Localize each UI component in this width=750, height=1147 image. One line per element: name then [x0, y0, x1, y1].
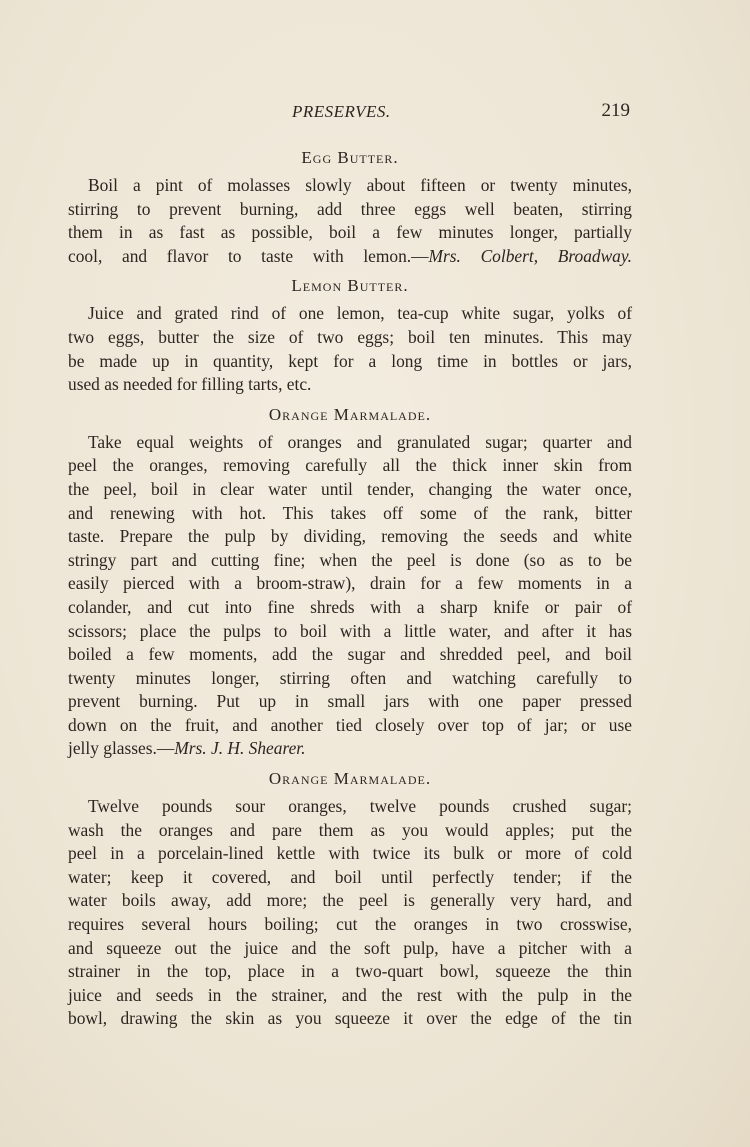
text-line: the peel, boil in clear water until tender, changing the water once, [68, 478, 632, 499]
recipe-title-orange-marmalade: Orange Marmalade. [268, 404, 432, 424]
text-line: Take equal weights of oranges and granulated sugar; quarter and [88, 431, 632, 452]
recipe-title-egg-butter: Egg Butter. [301, 148, 399, 167]
text-line: and squeeze out the juice and the soft pulp, have a pitcher with a [68, 937, 632, 958]
text-line: water boils away, add more; the peel is generally very hard, and [68, 890, 632, 911]
text-line: wash the oranges and pare them as you would apples; put the [68, 819, 632, 840]
page-number: 219 [601, 100, 630, 121]
text-line: strainer in the top, place in a two-quart bowl, squeeze the thin [68, 961, 632, 982]
text-line: boiled a few moments, add the sugar and shredded peel, and boil [68, 644, 632, 665]
recipe-title-lemon-butter: Lemon Butter. [291, 276, 409, 296]
text-line: peel in a porcelain-lined kettle with twice its bulk or more of cold [68, 843, 632, 864]
text-line: down on the fruit, and another tied closely over top of jar; or use [68, 714, 632, 735]
text-line: taste. Prepare the pulp by dividing, removing the seeds and white [68, 526, 632, 547]
recipe-body-lemon-butter [68, 302, 632, 396]
page-header [68, 100, 632, 130]
text-line: them in as fast as possible, boil a few minutes longer, partially [68, 222, 632, 243]
attribution: Mrs. J. H. Shearer. [174, 738, 306, 759]
page-content [68, 146, 632, 1031]
text-line: two eggs, butter the size of two eggs; boil ten minutes. This may [68, 326, 632, 347]
text-line: stringy part and cutting fine; when the peel is done (so as to be [68, 549, 632, 570]
text-line: used as needed for filling tarts, etc. [68, 374, 312, 395]
text-line: be made up in quantity, kept for a long time in bottles or jars, [68, 350, 632, 371]
text-line-start: jelly glasses.— [68, 738, 175, 759]
text-line [68, 245, 632, 269]
recipe-title-orange-marmalade-2: Orange Marmalade. [268, 769, 432, 789]
text-line-start: cool, and flavor to taste with lemon.— [68, 245, 429, 266]
attribution: Mrs. Colbert, Broadway. [428, 245, 632, 266]
running-head: PRESERVES. [292, 102, 391, 121]
recipe-body-egg-butter [68, 174, 632, 268]
text-line: requires several hours boiling; cut the oranges in two crosswise, [68, 914, 632, 935]
text-line: Juice and grated rind of one lemon, tea-cup white sugar, yolks of [88, 303, 632, 324]
text-line: water; keep it covered, and boil until perfectly tender; if the [68, 866, 632, 887]
text-line: easily pierced with a broom-straw), drain for a few moments in a [68, 573, 632, 594]
text-line: juice and seeds in the strainer, and the rest with the pulp in the [68, 984, 632, 1005]
text-line: Boil a pint of molasses slowly about fifteen or twenty minutes, [88, 175, 632, 195]
text-line: Twelve pounds sour oranges, twelve pounds crushed sugar; [88, 796, 632, 817]
text-line: prevent burning. Put up in small jars with one paper pressed [68, 691, 632, 712]
text-line: bowl, drawing the skin as you squeeze it over the edge of the tin [68, 1008, 632, 1029]
text-line: and renewing with hot. This takes off some of the rank, bitter [68, 502, 632, 523]
text-line: colander, and cut into fine shreds with a sharp knife or pair of [68, 596, 632, 617]
text-line: stirring to prevent burning, add three eggs well beaten, stirring [68, 198, 632, 219]
recipe-body-orange-marmalade-2 [68, 795, 632, 1031]
recipe-body-orange-marmalade [68, 431, 632, 761]
text-line: peel the oranges, removing carefully all the thick inner skin from [68, 455, 632, 476]
text-line: scissors; place the pulps to boil with a little water, and after it has [68, 620, 632, 641]
text-line [68, 737, 632, 761]
text-line: twenty minutes longer, stirring often and watching carefully to [68, 667, 632, 688]
